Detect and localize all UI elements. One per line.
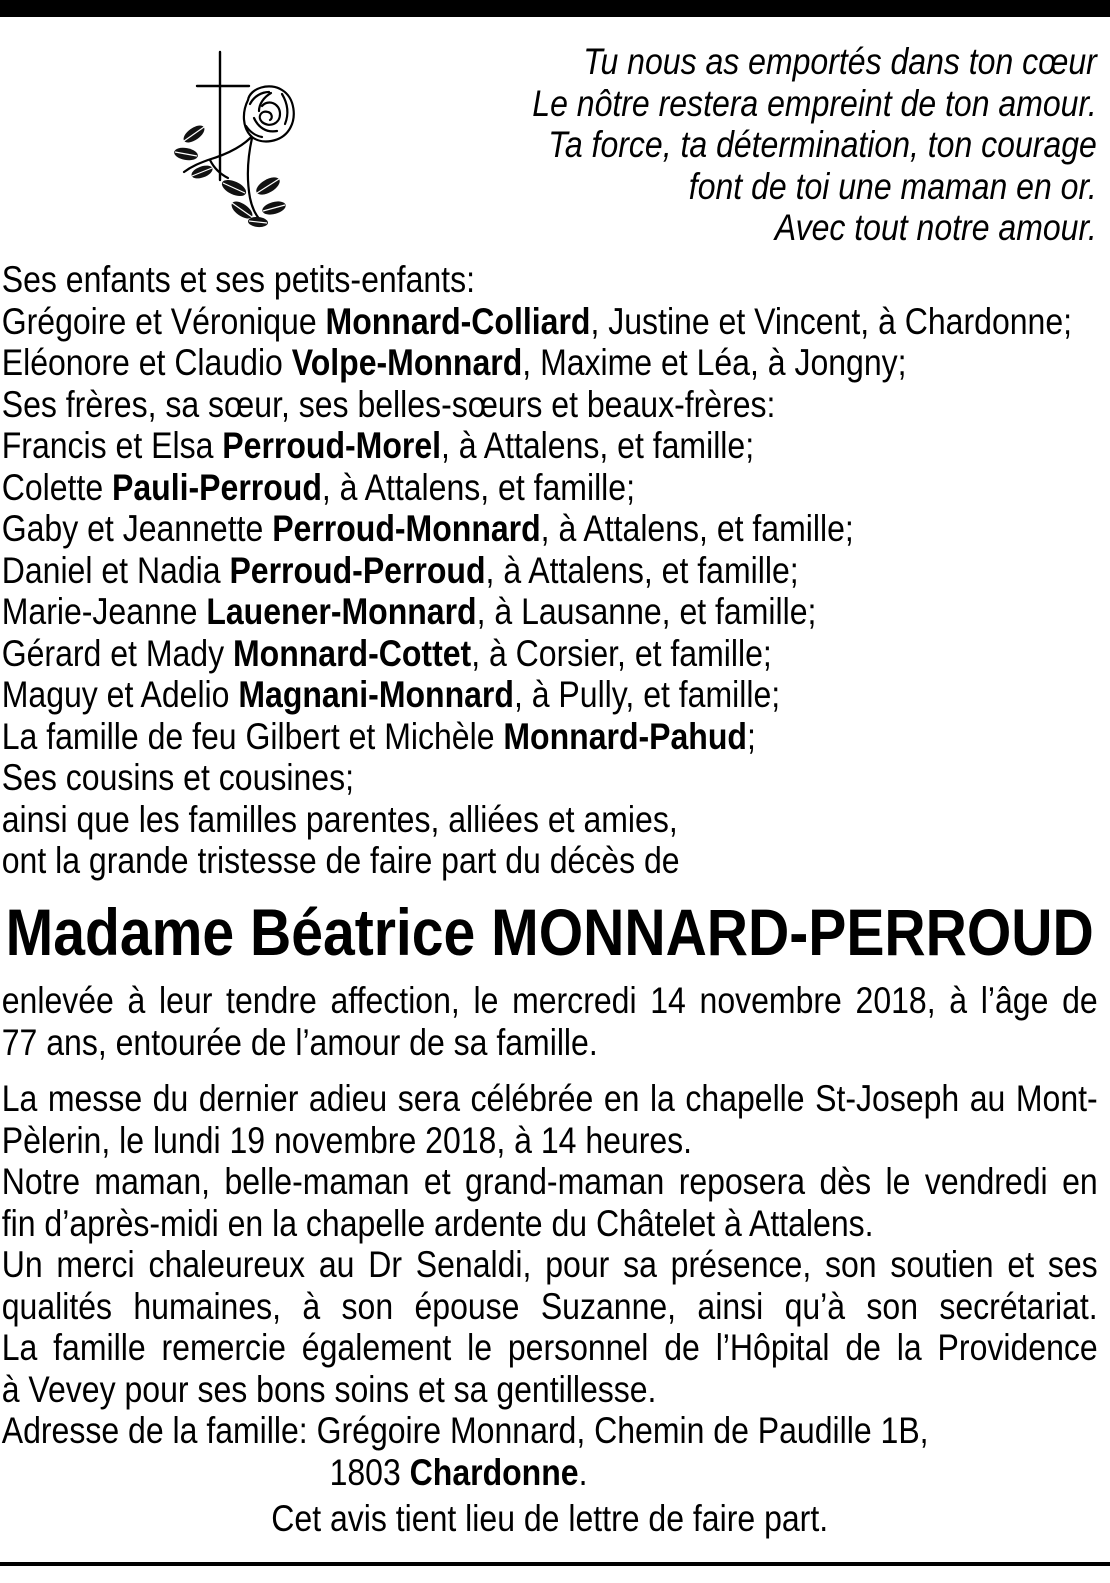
details-line: fin d’après-midi en la chapelle ardente du Châtelet à Attalens. (1, 1202, 874, 1244)
family-surname: Volpe-Monnard (291, 342, 523, 383)
family-line (2, 633, 1098, 675)
family-line-suffix: ; (746, 715, 756, 757)
family-line (2, 342, 1098, 384)
family-surname: Perroud-Morel (222, 425, 442, 466)
details-line: Pèlerin, le lundi 19 novembre 2018, à 14 heures. (1, 1119, 693, 1161)
family-line-suffix: , à Attalens, et famille; (540, 508, 854, 549)
family-line-prefix: Eléonore et Claudio (1, 342, 292, 383)
closing-note: Cet avis tient lieu de lettre de faire part. (271, 1498, 829, 1539)
family-line (2, 716, 1098, 758)
family-line-suffix: , à Lausanne, et famille; (476, 591, 817, 632)
details-line: à Vevey pour ses bons soins et sa gentillesse. (1, 1368, 657, 1410)
family-line-prefix: Gaby et Jeannette (1, 508, 273, 549)
death-announcement (2, 980, 1098, 1063)
family-line (2, 301, 1098, 343)
family-heading-siblings: Ses frères, sa sœur, ses belles-sœurs et beaux-frères: (1, 383, 776, 425)
family-line-prefix: Marie-Jeanne (1, 591, 207, 632)
family-line-suffix: , à Attalens, et famille; (441, 425, 755, 466)
family-line-prefix: Maguy et Adelio (1, 674, 239, 715)
memorial-poem (0, 41, 1097, 249)
family-cousins-line: Ses cousins et cousines; (1, 757, 354, 798)
family-surname: Pauli-Perroud (112, 466, 322, 508)
poem-line: Le nôtre restera empreint de ton amour. (532, 82, 1097, 124)
family-line-suffix: , à Attalens, et famille; (485, 549, 799, 591)
family-surname: Lauener-Monnard (206, 591, 477, 632)
family-list (2, 259, 1098, 882)
family-line-prefix: Gérard et Mady (1, 632, 233, 674)
family-line (2, 467, 1098, 509)
announcement-line: enlevée à leur tendre affection, le mercredi 14 novembre 2018, à l’âge de (1, 980, 1098, 1021)
family-address-line: Adresse de la famille: Grégoire Monnard, Chemin de Paudille 1B, (1, 1410, 929, 1451)
deceased-name: Madame Béatrice MONNARD-PERROUD (5, 895, 1094, 969)
family-line-prefix: Grégoire et Véronique (1, 300, 326, 342)
family-line-prefix: Francis et Elsa (1, 425, 223, 466)
family-line-suffix: , Justine et Vincent, à Chardonne; (590, 300, 1073, 342)
family-line-prefix: Daniel et Nadia (1, 549, 230, 591)
family-surname: Monnard-Cottet (232, 632, 472, 674)
family-relatives-line: ainsi que les familles parentes, alliées et amies, (1, 798, 678, 840)
family-surname: Perroud-Perroud (229, 549, 486, 591)
announcement-intro-line: ont la grande tristesse de faire part du décès de (1, 840, 680, 881)
city-line-end: . (578, 1451, 588, 1493)
family-line (2, 550, 1098, 592)
postal-code: 1803 (329, 1451, 410, 1493)
poem-line: Tu nous as emportés dans ton cœur (583, 41, 1097, 82)
family-line-suffix: , à Corsier, et famille; (471, 632, 772, 674)
family-surname: Monnard-Colliard (325, 300, 591, 342)
family-line (2, 508, 1098, 550)
family-surname: Magnani-Monnard (238, 674, 514, 715)
family-line-suffix: , à Attalens, et famille; (321, 466, 635, 508)
city-name: Chardonne (409, 1451, 579, 1493)
announcement-line: 77 ans, entourée de l’amour de sa famille. (1, 1021, 598, 1063)
family-line-prefix: La famille de feu Gilbert et Michèle (1, 715, 504, 757)
details-line: Un merci chaleureux au Dr Senaldi, pour sa présence, son soutien et ses (1, 1244, 1098, 1285)
family-heading-children: Ses enfants et ses petits-enfants: (1, 259, 475, 300)
family-address-city (2, 1452, 1098, 1494)
ceremony-details (2, 1078, 1098, 1493)
family-line (2, 425, 1098, 467)
family-surname: Perroud-Monnard (272, 508, 541, 549)
poem-line: Ta force, ta détermination, ton courage (548, 124, 1097, 165)
family-line-prefix: Colette (1, 466, 113, 508)
bottom-border-rule (0, 1562, 1110, 1566)
details-line: La famille remercie également le personnel de l’Hôpital de la Providence (1, 1327, 1098, 1368)
family-line (2, 674, 1098, 716)
details-line: qualités humaines, à son épouse Suzanne, ainsi qu’à son secrétariat. (1, 1285, 1098, 1327)
details-line: La messe du dernier adieu sera célébrée en la chapelle St-Joseph au Mont- (1, 1078, 1098, 1119)
poem-line: font de toi une maman en or. (688, 165, 1097, 207)
details-line: Notre maman, belle-maman et grand-maman reposera dès le vendredi en (1, 1161, 1098, 1202)
family-line (2, 591, 1098, 633)
family-line-suffix: , à Pully, et famille; (513, 674, 781, 715)
poem-line: Avec tout notre amour. (774, 207, 1097, 248)
family-surname: Monnard-Pahud (503, 715, 747, 757)
family-line-suffix: , Maxime et Léa, à Jongny; (522, 342, 907, 383)
